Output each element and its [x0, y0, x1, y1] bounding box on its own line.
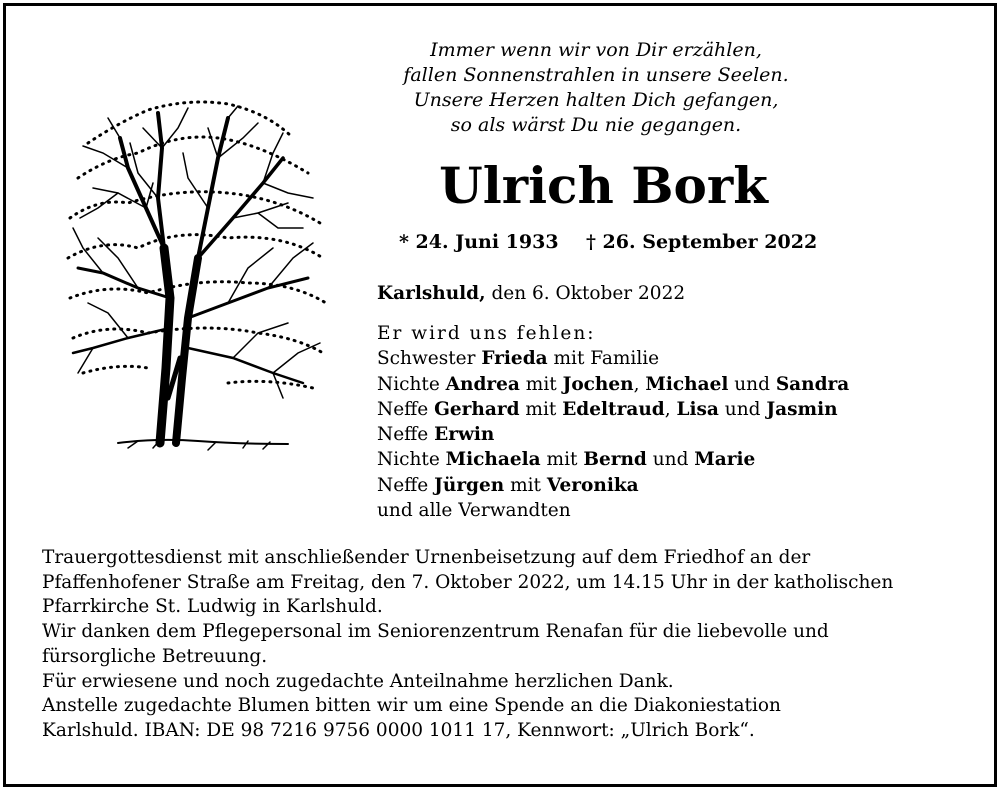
mourner-name: Bernd [583, 449, 647, 471]
relation: Neffe [377, 424, 435, 446]
notice-line: Für erwiesene und noch zugedachte Anteilnahme herzlichen Dank. [42, 670, 674, 692]
mourner-name: Gerhard [434, 398, 520, 420]
mourner-name: Sandra [775, 373, 850, 395]
relation: Neffe [377, 398, 435, 420]
mourner-name: Andrea [445, 373, 520, 395]
notice-line: Anstelle zugedachte Blumen bitten wir um eine Spende an die Diakoniestation [42, 695, 781, 717]
mourners-intro: Er wird uns fehlen: [377, 323, 596, 344]
poem-line: so als wärst Du nie gegangen. [450, 114, 742, 136]
notice-line: fürsorgliche Betreuung. [42, 645, 268, 667]
connector: mit [504, 474, 547, 496]
connector: und [646, 449, 695, 471]
connector: und [718, 398, 767, 420]
service-notice [42, 546, 977, 744]
place-and-date [377, 282, 685, 306]
notice-line: Wir danken dem Pflegepersonal im Seniorenzentrum Renafan für die liebevolle und [42, 621, 829, 643]
mourner-line [377, 473, 849, 498]
connector: , [664, 398, 677, 420]
mourner-name: Jochen [562, 373, 634, 395]
tree-illustration [58, 98, 333, 463]
mourner-name: Frieda [481, 348, 548, 370]
tree-icon [68, 102, 326, 450]
mourners-closing: und alle Verwandten [377, 500, 571, 522]
place: Karlshuld, [377, 283, 486, 304]
mourner-line [377, 447, 849, 472]
notice-line: Pfaffenhofener Straße am Freitag, den 7. Oktober 2022, um 14.15 Uhr in der katholischen [42, 571, 894, 593]
relation: Schwester [377, 348, 482, 370]
mourner-line [377, 422, 849, 447]
mourner-name: Jürgen [434, 474, 505, 496]
relation: Nichte [377, 373, 446, 395]
mourner-line [377, 346, 849, 371]
mourner-name: Erwin [434, 424, 495, 446]
connector: mit Familie [547, 348, 660, 370]
mourners-list [377, 321, 849, 523]
connector: mit [519, 373, 563, 395]
relation: Neffe [377, 474, 435, 496]
deceased-name: Ulrich Bork [439, 156, 768, 215]
notice-line: Trauergottesdienst mit anschließender Urnenbeisetzung auf dem Friedhof an der [42, 547, 811, 568]
poem-line: Unsere Herzen halten Dich gefangen, [413, 89, 779, 111]
mourner-name: Lisa [676, 398, 719, 420]
memorial-poem [396, 38, 796, 138]
mourner-name: Jasmin [766, 398, 838, 420]
notice-line: Pfarrkirche St. Ludwig in Karlshuld. [42, 596, 383, 618]
connector: mit [540, 449, 584, 471]
connector: und [728, 373, 776, 395]
mourner-name: Michael [645, 373, 729, 395]
date: den 6. Oktober 2022 [485, 283, 686, 304]
birth-date: * 24. Juni 1933 [399, 231, 559, 253]
relation: Nichte [377, 449, 446, 471]
poem-line: fallen Sonnenstrahlen in unsere Seelen. [403, 64, 789, 86]
connector: , [633, 373, 646, 395]
death-date: † 26. September 2022 [586, 231, 818, 253]
mourner-name: Marie [694, 449, 756, 471]
mourner-name: Michaela [445, 449, 541, 471]
mourner-name: Veronika [546, 474, 639, 496]
notice-line: Karlshuld. IBAN: DE 98 7216 9756 0000 1011 17, Kennwort: „Ulrich Bork“. [42, 719, 755, 741]
obituary-frame [3, 3, 997, 787]
mourner-line [377, 372, 849, 397]
poem-line: Immer wenn wir von Dir erzählen, [430, 39, 762, 61]
connector: mit [519, 398, 563, 420]
mourner-line [377, 397, 849, 422]
mourner-name: Edeltraud [562, 398, 665, 420]
